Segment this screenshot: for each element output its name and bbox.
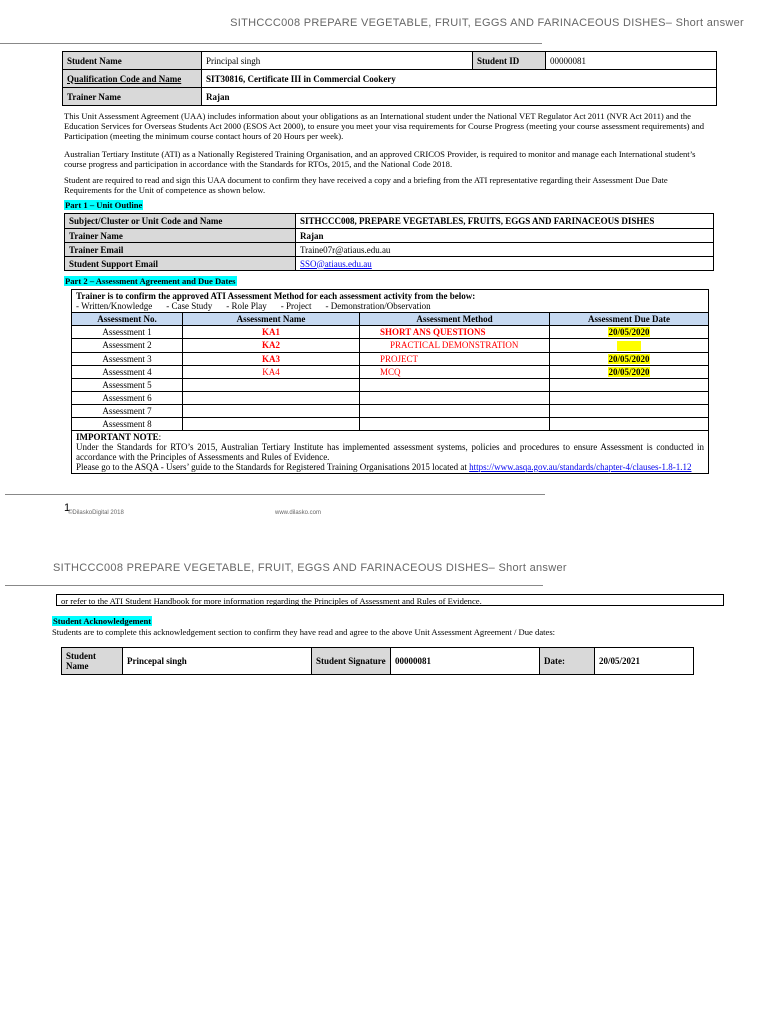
assessment-due-cell	[550, 326, 709, 339]
assessment-method: SHORT ANS QUESTIONS	[360, 326, 550, 339]
ack-date-value: 20/05/2021	[595, 648, 694, 675]
col-header-name: Assessment Name	[183, 313, 360, 326]
table-row	[72, 417, 709, 430]
support-email-label: Student Support Email	[65, 257, 296, 271]
assessment-no: Assessment 1	[72, 326, 183, 339]
assessment-no: Assessment 3	[72, 352, 183, 365]
student-info-table	[62, 51, 717, 106]
footer-rule	[5, 494, 545, 495]
assessment-due-cell	[550, 365, 709, 378]
uaa-paragraph: This Unit Assessment Agreement (UAA) includes information about your obligations as an International student under the National VET Regulator Act 2011 (NVR Act 2011) and the Education Services for Overseas Students Act 2000 (ESOS Act 2000), to ensure you meet your visa requirements for Course Progress (meeting your course assessment requirements) and Participation (meeting the minimum course contact hours of 20 Hours per week).	[64, 111, 705, 141]
requirement-paragraph: Student are required to read and sign this UAA document to confirm they have received a copy and a briefing from the ATI representative regarding their Assessment Due Date Requirements for the Unit of competence as shown below.	[64, 175, 668, 195]
assessment-name: KA3	[183, 352, 360, 365]
assessment-due-highlight	[617, 341, 641, 351]
student-id-label: Student ID	[473, 52, 546, 70]
assessment-method: PROJECT	[360, 352, 550, 365]
subject-value: SITHCCC008, PREPARE VEGETABLES, FRUITS, EGGS AND FARINACEOUS DISHES	[296, 214, 714, 229]
assessment-method	[360, 378, 550, 391]
ack-signature-value: 00000081	[391, 648, 540, 675]
asqa-guide-text: Please go to the ASQA - Users’ guide to the Standards for Registered Training Organisations 2015 located at	[76, 461, 470, 472]
table-row	[72, 339, 709, 353]
ack-text: Students are to complete this acknowledgement section to confirm they have read and agree to the above Unit Assessment Agreement / Due dates:	[52, 627, 556, 637]
trainer-name-label: Trainer Name	[65, 229, 296, 243]
assessment-due: 20/05/2020	[608, 366, 650, 377]
important-note-text: Under the Standards for RTO’s 2015, Australian Tertiary Institute has implemented assessment systems, policies and procedures to ensure Assessment is conducted in accordance with the Principles of Assessments and Rules of Evidence.	[76, 441, 704, 462]
support-email-cell	[296, 257, 714, 271]
assessment-due: 20/05/2020	[608, 353, 650, 364]
table-row	[72, 378, 709, 391]
trainer-email-value: Traine07r@atiaus.edu.au	[296, 243, 714, 257]
qualification-value: SIT30816, Certificate III in Commercial Cookery	[202, 70, 717, 88]
important-note-cell	[72, 430, 709, 473]
trainer-value: Rajan	[202, 88, 717, 106]
method-item: - Project	[280, 301, 312, 311]
trainer-email-label: Trainer Email	[65, 243, 296, 257]
assessment-intro-cell	[72, 290, 709, 313]
method-item: - Demonstration/Observation	[325, 301, 431, 311]
assessment-due	[550, 417, 709, 430]
ack-heading: Student Acknowledgement	[53, 616, 152, 626]
table-row	[72, 391, 709, 404]
ack-name-value: Princepal singh	[123, 648, 312, 675]
subject-label: Subject/Cluster or Unit Code and Name	[65, 214, 296, 229]
assessment-methods-list	[76, 301, 704, 311]
assessment-name	[183, 417, 360, 430]
table-row	[72, 326, 709, 339]
assessment-method	[360, 417, 550, 430]
assessment-due	[550, 404, 709, 417]
student-name-label: Student Name	[63, 52, 202, 70]
assessment-name: KA2	[183, 339, 360, 353]
assessment-due: 20/05/2020	[608, 327, 650, 337]
support-email-link[interactable]: SSO@atiaus.edu.au	[300, 258, 372, 269]
trainer-name-value: Rajan	[296, 229, 714, 243]
assessment-name	[183, 404, 360, 417]
assessment-method	[360, 391, 550, 404]
assessment-no: Assessment 4	[72, 365, 183, 378]
table-row	[72, 352, 709, 365]
continued-box: or refer to the ATI Student Handbook for more information regarding the Principles of Assessment and Rules of Evidence.	[56, 594, 724, 606]
assessment-method	[360, 404, 550, 417]
col-header-due: Assessment Due Date	[550, 313, 709, 326]
assessment-no: Assessment 7	[72, 404, 183, 417]
ack-name-label: Student Name	[62, 648, 123, 675]
page-header: SITHCCC008 PREPARE VEGETABLE, FRUIT, EGGS AND FARINACEOUS DISHES– Short answer	[230, 17, 744, 29]
ack-table	[61, 647, 694, 675]
student-id-value: 00000081	[546, 52, 717, 70]
col-header-no: Assessment No.	[72, 313, 183, 326]
assessment-no: Assessment 8	[72, 417, 183, 430]
header-rule	[0, 43, 542, 44]
assessment-no: Assessment 5	[72, 378, 183, 391]
assessment-name: KA1	[183, 326, 360, 339]
unit-outline-table	[64, 213, 714, 271]
important-note-title-row: IMPORTANT NOTE:	[76, 431, 162, 442]
assessment-due	[550, 378, 709, 391]
part1-heading: Part 1 – Unit Outline	[65, 200, 143, 210]
page-number: 1	[64, 502, 71, 514]
important-note-title: IMPORTANT NOTE	[76, 431, 159, 442]
method-item: - Written/Knowledge	[76, 301, 153, 311]
trainer-label: Trainer Name	[63, 88, 202, 106]
assessment-name	[183, 378, 360, 391]
table-row	[72, 404, 709, 417]
assessment-no: Assessment 6	[72, 391, 183, 404]
assessment-no: Assessment 2	[72, 339, 183, 353]
assessment-name	[183, 391, 360, 404]
page2-header: SITHCCC008 PREPARE VEGETABLE, FRUIT, EGGS AND FARINACEOUS DISHES– Short answer	[53, 562, 567, 574]
asqa-guide-row	[76, 462, 704, 472]
method-item: - Case Study	[166, 301, 213, 311]
assessment-due	[550, 391, 709, 404]
assessment-intro: Trainer is to confirm the approved ATI Assessment Method for each assessment activity from the below:	[76, 291, 476, 301]
assessment-table	[71, 289, 709, 474]
part2-heading: Part 2 – Assessment Agreement and Due Dates	[65, 276, 236, 286]
col-header-method: Assessment Method	[360, 313, 550, 326]
footer-copyright: ©DilaskoDigital 2018	[68, 510, 124, 516]
method-item: - Role Play	[226, 301, 267, 311]
assessment-due-cell	[550, 339, 709, 353]
assessment-method: MCQ	[360, 365, 550, 378]
ack-signature-label: Student Signature	[312, 648, 391, 675]
assessment-due-cell	[550, 352, 709, 365]
table-row	[72, 365, 709, 378]
footer-website: www.dilasko.com	[275, 510, 322, 516]
assessment-method: PRACTICAL DEMONSTRATION	[360, 339, 550, 353]
qualification-label: Qualification Code and Name	[63, 70, 202, 88]
ack-date-label: Date:	[540, 648, 595, 675]
page2-header-rule	[5, 585, 543, 586]
student-name-value: Principal singh	[202, 52, 473, 70]
asqa-guide-link[interactable]: https://www.asqa.gov.au/standards/chapter-4/clauses-1.8-1.12	[469, 461, 692, 472]
assessment-name: KA4	[183, 365, 360, 378]
ati-paragraph: Australian Tertiary Institute (ATI) as a Nationally Registered Training Organisation, and an approved CRICOS Provider, is required to monitor and manage each International student’s course progress and participation in accordance with the Standards for RTOs, 2015, and the National Code 2018.	[64, 149, 696, 169]
